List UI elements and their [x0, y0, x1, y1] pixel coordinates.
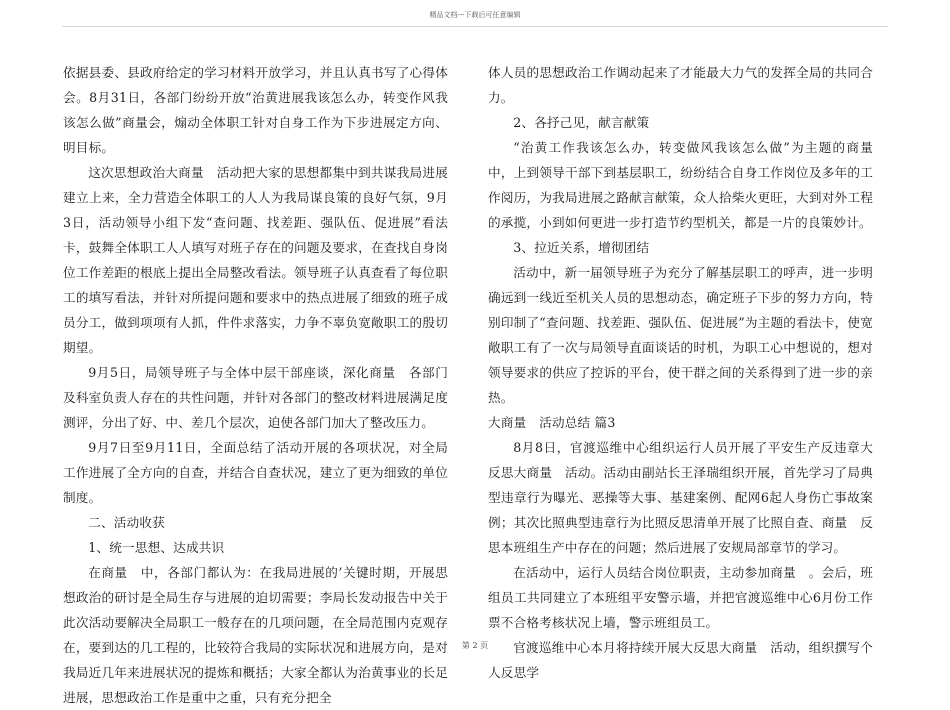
left-paragraph-5: 在商量 中，各部门都认为：在我局进展的’关键时期，开展思想政治的研讨是全局生存与进展的迫切需要；李局长发动报告中关于此次活动要解决全局职工一般存在的几项问题，在全局范围内克观存在，要到达的几工程的，比较符合我局的实际状况和进展方向，是对我局近几年来进展状况的提炼和概括；大家全都认为治黄事业的长足进展，思想政治工作是重中之重，只有充分把全: [63, 565, 448, 705]
section-heading-harvest: 二、活动收获: [88, 515, 165, 530]
left-paragraph-4: 9月7日至9月11日，全面总结了活动开展的各项状况，对全局工作进展了全方向的自查，并结合自查状况，建立了更为细致的单位制度。: [63, 440, 448, 505]
header-note: 精品文档---下载后可任意编辑: [429, 11, 521, 19]
subheading-unify-thought: 1、统一思想、达成共识: [88, 540, 225, 555]
subheading-suggestions: 2、各抒己见，献言献策: [513, 115, 650, 130]
right-paragraph-4: 8月8日，官渡巡维中心组织运行人员开展了平安生产反违章大反思大商量 活动。活动由副站长王泽瑞组织开展，首先学习了局典型违章行为曝光、恶操等大事、基建案例、配网6起人身伤亡事故案例；其次比照典型违章行为比照反思清单开展了比照自查、商量 反思本班组生产中存在的问题；然后进展了安规局部章节的学习。: [488, 440, 873, 555]
section-title-part3: 大商量 活动总结 篇3: [488, 415, 616, 430]
header-rule: [62, 26, 888, 27]
left-column: [63, 60, 448, 710]
page-number: 第 2 页: [461, 641, 489, 650]
right-column: [488, 60, 886, 685]
left-paragraph-2: 这次思想政治大商量 活动把大家的思想都集中到共谋我局进展建立上来，全力营造全体职工的人人为我局谋良策的良好气氛，9月3日，活动领导小组下发“查问题、找差距、强队伍、促进展”看法卡，鼓舞全体职工人人填写对班子存在的问题及要求，在查找自身岗位工作差距的根底上提出全局整改看法。领导班子认真查看了每位职工的填写看法，并针对所提问题和要求中的热点进展了细致的班子成员分工，做到项项有人抓，件件求落实，力争不辜负宽敞职工的殷切期望。: [63, 165, 448, 355]
subheading-unity: 3、拉近关系，增彻团结: [513, 240, 650, 255]
left-paragraph-1: 依据县委、县政府给定的学习材料开放学习，并且认真书写了心得体会。8月31日，各部门纷纷开放“治黄进展我该怎么办，转变作风我该怎么做”商量会，煽动全体职工针对自身工作为下步进展定方向、明目标。: [63, 65, 448, 155]
right-paragraph-3: 活动中，新一届领导班子为充分了解基层职工的呼声，进一步明确远到一线近至机关人员的思想动态，确定班子下步的努力方向，特别印制了“查问题、找差距、强队伍、促进展”为主题的看法卡，使宽敞职工有了一次与局领导直面谈话的时机，为职工心中想说的，想对领导要求的供应了控诉的平台，使干群之间的关系得到了进一步的亲热。: [488, 265, 873, 405]
right-paragraph-6: 官渡巡维中心本月将持续开展大反思大商量 活动，组织撰写个人反思学: [488, 640, 873, 680]
left-paragraph-3: 9月5日，局领导班子与全体中层干部座谈，深化商量 各部门及科室负责人存在的共性问题，并针对各部门的整改材料进展满足度测评，分出了好、中、差几个层次，迫使各部门加大了整改压力。: [63, 365, 448, 430]
right-paragraph-2: “治黄工作我该怎么办，转变做风我该怎么做”为主题的商量 中，上到领导干部下到基层职工，纷纷结合自身工作岗位及多年的工作阅历，为我局进展之路献言献策，众人拾柴火更旺，大到对外工程的承揽，小到如何更进一步打造节约型机关，都是一片的良策妙计。: [488, 140, 886, 230]
right-paragraph-1: 体人员的思想政治工作调动起来了才能最大力气的发挥全局的共同合力。: [488, 65, 873, 105]
right-paragraph-5: 在活动中，运行人员结合岗位职责，主动参加商量 。会后，班组员工共同建立了本班组平安警示墙，并把官渡巡维中心6月份工作票不合格考核状况上墙，警示班组员工。: [488, 565, 873, 630]
